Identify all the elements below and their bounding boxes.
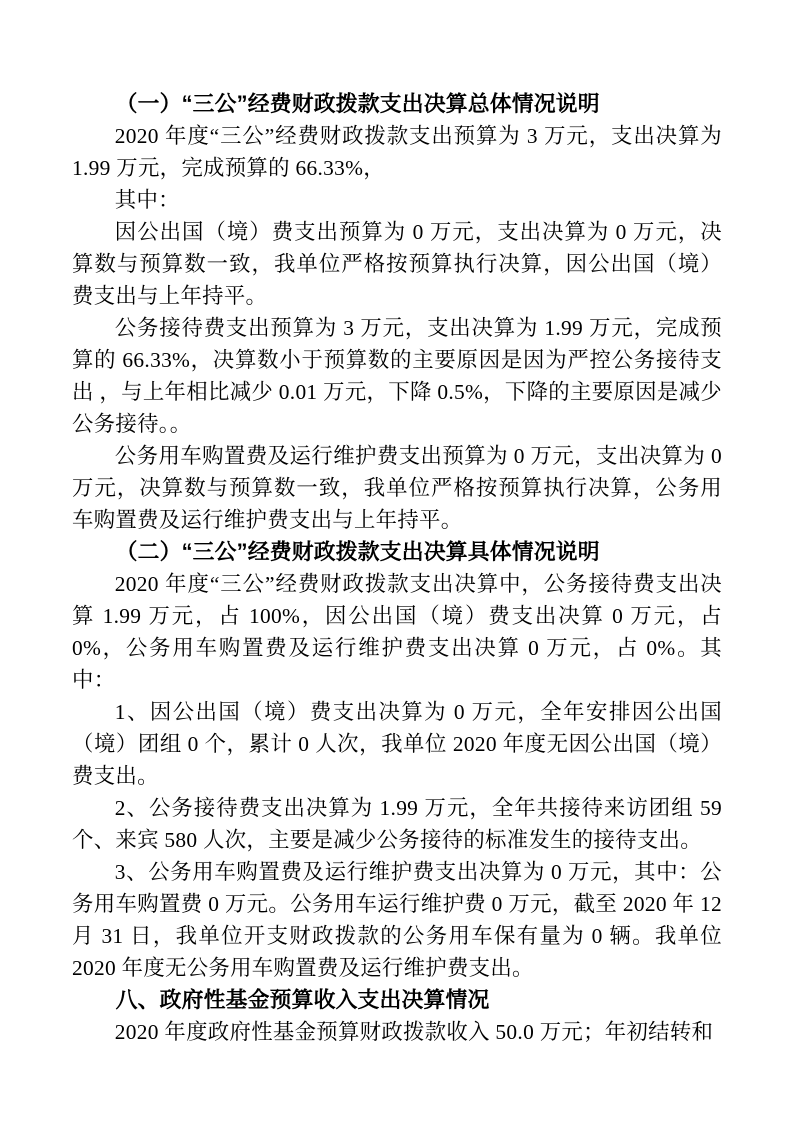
body-paragraph: 公务用车购置费及运行维护费支出预算为 0 万元，支出决算为 0 万元，决算数与预算数一致，我单位严格按预算执行决算，公务用车购置费及运行维护费支出与上年持平。 [72,444,723,532]
body-paragraph: 2、公务接待费支出决算为 1.99 万元，全年共接待来访团组 59 个、来宾 580 人次，主要是减少公务接待的标准发生的接待支出。 [72,796,722,852]
body-paragraph: 3、公务用车购置费及运行维护费支出决算为 0 万元，其中：公务用车购置费 0 万元。公务用车运行维护费 0 万元，截至 2020 年 12 月 31 日，我单位开支财政拨款的公务用车保有量为 0 辆。我单位 2020 年度无公务用车购置费及运行维护费支出。 [72,860,722,980]
section-heading: （二）“三公”经费财政拨款支出决算具体情况说明 [115,539,600,564]
body-paragraph: 2020 年度“三公”经费财政拨款支出决算中，公务接待费支出决算 1.99 万元，占 100%，因公出国（境）费支出决算 0 万元，占 0%，公务用车购置费及运行维护费支出决算 0 万元，占 0%。其中： [72,572,722,692]
body-paragraph: 2020 年度“三公”经费财政拨款支出预算为 3 万元，支出决算为 1.99 万元，完成预算的 66.33%， [72,124,722,180]
body-paragraph: 1、因公出国（境）费支出决算为 0 万元，全年安排因公出国（境）团组 0 个，累计 0 人次，我单位 2020 年度无因公出国（境）费支出。 [72,700,722,788]
section-heading: （一）“三公”经费财政拨款支出决算总体情况说明 [115,91,600,116]
body-paragraph: 其中： [114,188,180,212]
document-content [72,88,722,1048]
body-paragraph: 2020 年度政府性基金预算财政拨款收入 50.0 万元；年初结转和 [114,1020,714,1044]
body-paragraph: 因公出国（境）费支出预算为 0 万元，支出决算为 0 万元，决算数与预算数一致，我单位严格按预算执行决算，因公出国（境）费支出与上年持平。 [72,220,722,308]
body-paragraph: 公务接待费支出预算为 3 万元，支出决算为 1.99 万元，完成预算的 66.33%，决算数小于预算数的主要原因是因为严控公务接待支出 ，与上年相比减少 0.01 万元，下降 0.5%，下降的主要原因是减少公务接待。。 [72,316,722,436]
section-heading: 八、政府性基金预算收入支出决算情况 [115,987,490,1012]
